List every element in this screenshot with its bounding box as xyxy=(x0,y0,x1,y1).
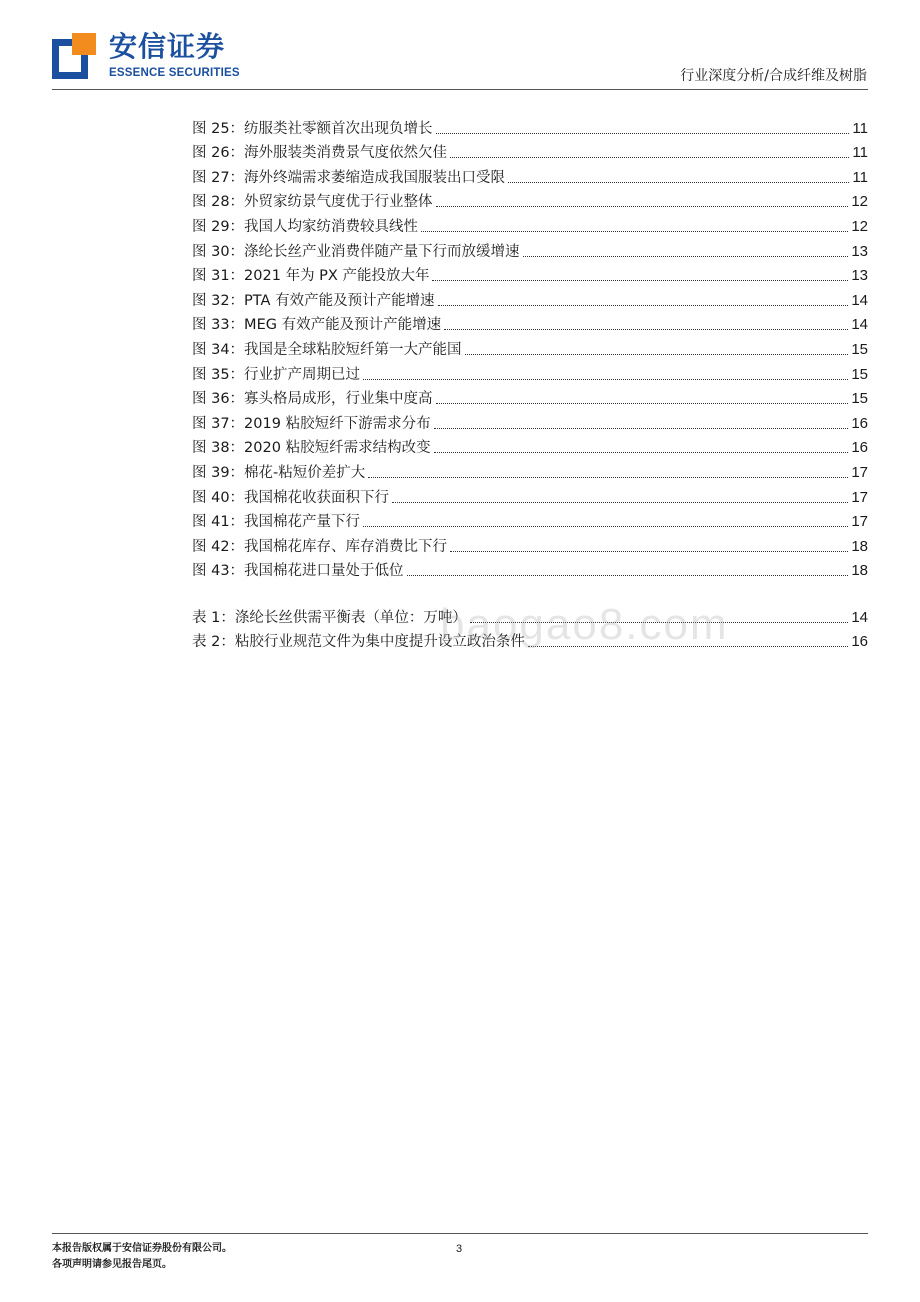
toc-page: 15 xyxy=(851,365,868,383)
watermark: baogao8.com xyxy=(440,600,729,649)
report-type: 行业深度分析/合成纤维及树脂 xyxy=(680,68,867,84)
toc-page: 14 xyxy=(851,608,868,626)
essence-logo-icon xyxy=(52,33,96,79)
toc-label: 图 42：我国棉花库存、库存消费比下行 xyxy=(192,538,448,555)
toc-page: 16 xyxy=(851,633,868,651)
toc-label: 图 40：我国棉花收获面积下行 xyxy=(192,489,390,506)
toc-page: 18 xyxy=(851,537,868,555)
toc-label: 图 31：2021 年为 PX 产能投放大年 xyxy=(192,268,430,285)
toc-page: 16 xyxy=(851,414,868,432)
toc-entry-figure-29[interactable] xyxy=(192,212,868,237)
toc-entry-figure-28[interactable] xyxy=(192,188,868,213)
toc-leader xyxy=(470,622,848,623)
header-divider xyxy=(52,89,868,90)
toc-label: 表 1：涤纶长丝供需平衡表（单位：万吨） xyxy=(192,609,467,626)
toc-entry-figure-33[interactable] xyxy=(192,311,868,336)
toc-page: 12 xyxy=(851,217,868,235)
toc-page: 12 xyxy=(851,193,868,211)
toc-page: 17 xyxy=(851,513,868,531)
toc-leader xyxy=(528,646,848,647)
toc-leader xyxy=(434,428,849,429)
toc-leader xyxy=(436,206,849,207)
toc-leader xyxy=(465,354,849,355)
toc-leader xyxy=(421,231,848,232)
toc-entry-figure-35[interactable] xyxy=(192,360,868,385)
toc-entry-figure-25[interactable] xyxy=(192,114,868,139)
toc-label: 图 27：海外终端需求萎缩造成我国服装出口受限 xyxy=(192,169,506,186)
toc-leader xyxy=(436,133,850,134)
toc-label: 图 36：寡头格局成形，行业集中度高 xyxy=(192,391,433,408)
toc-page: 15 xyxy=(851,390,868,408)
toc-leader xyxy=(438,305,849,306)
toc-label: 表 2：粘胶行业规范文件为集中度提升设立政治条件 xyxy=(192,634,525,651)
footer-divider xyxy=(52,1233,868,1234)
toc-page: 17 xyxy=(851,488,868,506)
toc-entry-figure-30[interactable] xyxy=(192,237,868,262)
brand-name-en: ESSENCE SECURITIES xyxy=(109,67,240,79)
toc-label: 图 43：我国棉花进口量处于低位 xyxy=(192,563,404,580)
toc-entry-figure-43[interactable] xyxy=(192,557,868,582)
toc-entry-figure-38[interactable] xyxy=(192,434,868,459)
toc-label: 图 28：外贸家纺景气度优于行业整体 xyxy=(192,194,433,211)
toc-page: 11 xyxy=(852,168,868,186)
toc-label: 图 29：我国人均家纺消费较具线性 xyxy=(192,218,419,235)
toc-entry-figure-34[interactable] xyxy=(192,335,868,360)
toc-entry-figure-42[interactable] xyxy=(192,532,868,557)
toc-page: 14 xyxy=(851,316,868,334)
toc-leader xyxy=(363,379,848,380)
toc-label: 图 26：海外服装类消费景气度依然欠佳 xyxy=(192,145,448,162)
copyright-notice xyxy=(52,1241,232,1273)
toc-label: 图 41：我国棉花产量下行 xyxy=(192,514,361,531)
figure-index xyxy=(192,114,868,581)
toc-leader xyxy=(450,157,849,158)
disclaimer-line: 各项声明请参见报告尾页。 xyxy=(52,1259,172,1270)
toc-entry-figure-40[interactable] xyxy=(192,483,868,508)
copyright-line: 本报告版权属于安信证券股份有限公司。 xyxy=(52,1243,232,1254)
toc-leader xyxy=(368,477,848,478)
toc-leader xyxy=(444,329,848,330)
toc-leader xyxy=(450,551,848,552)
toc-label: 图 37：2019 粘胶短纤下游需求分布 xyxy=(192,415,431,432)
toc-entry-figure-27[interactable] xyxy=(192,163,868,188)
toc-label: 图 33：MEG 有效产能及预计产能增速 xyxy=(192,317,442,334)
toc-leader xyxy=(363,526,848,527)
table-index xyxy=(192,603,868,652)
toc-page: 14 xyxy=(851,291,868,309)
toc-leader xyxy=(523,256,849,257)
toc-label: 图 34：我国是全球粘胶短纤第一大产能国 xyxy=(192,341,462,358)
toc-entry-table-1[interactable] xyxy=(192,603,868,628)
page-header xyxy=(0,0,920,100)
toc-page: 11 xyxy=(852,144,868,162)
toc-entry-figure-41[interactable] xyxy=(192,508,868,533)
toc-label: 图 39：棉花-粘短价差扩大 xyxy=(192,464,366,481)
toc-page: 13 xyxy=(851,242,868,260)
toc-label: 图 30：涤纶长丝产业消费伴随产量下行而放缓增速 xyxy=(192,243,520,260)
toc-leader xyxy=(434,452,849,453)
toc-page: 16 xyxy=(851,439,868,457)
toc-entry-figure-32[interactable] xyxy=(192,286,868,311)
toc-entry-figure-37[interactable] xyxy=(192,409,868,434)
toc-page: 11 xyxy=(852,119,868,137)
toc-leader xyxy=(407,575,849,576)
toc-label: 图 38：2020 粘胶短纤需求结构改变 xyxy=(192,440,431,457)
toc-entry-figure-39[interactable] xyxy=(192,458,868,483)
toc-leader xyxy=(508,182,849,183)
toc-entry-figure-31[interactable] xyxy=(192,262,868,287)
toc-page: 17 xyxy=(851,463,868,481)
toc-page: 13 xyxy=(851,267,868,285)
toc-entry-figure-36[interactable] xyxy=(192,385,868,410)
toc-leader xyxy=(392,502,848,503)
toc-label: 图 32：PTA 有效产能及预计产能增速 xyxy=(192,292,435,309)
toc-entry-figure-26[interactable] xyxy=(192,139,868,164)
toc-page: 18 xyxy=(851,562,868,580)
toc-leader xyxy=(432,280,848,281)
toc-entry-table-2[interactable] xyxy=(192,628,868,653)
brand-name-cn: 安信证券 xyxy=(109,30,226,63)
toc-leader xyxy=(436,403,849,404)
page-number: 3 xyxy=(456,1243,463,1255)
toc-label: 图 35：行业扩产周期已过 xyxy=(192,366,361,383)
toc-label: 图 25：纺服类社零额首次出现负增长 xyxy=(192,120,433,137)
toc-page: 15 xyxy=(851,340,868,358)
